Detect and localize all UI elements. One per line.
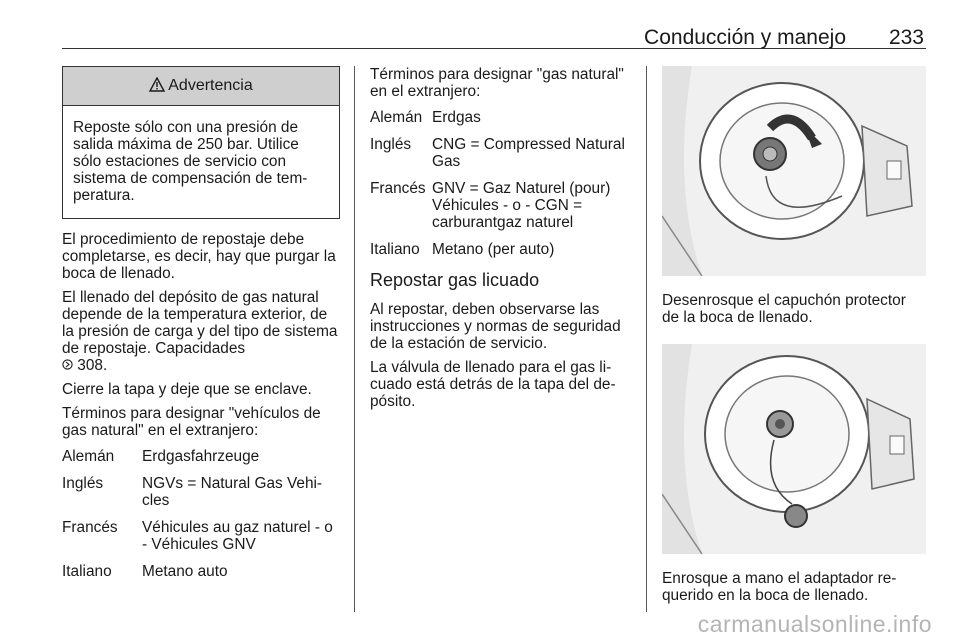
column-divider [354, 66, 355, 612]
paragraph: Al repostar, deben observarse las instrucciones y normas de seguridad de la estación de servicio. [370, 301, 621, 352]
paragraph: El llenado del depósito de gas natural depende de la temperatura exterior, de la presión de carga y del tipo de sistema de repostaje. Capacidades 308. [62, 289, 338, 374]
term-language: Francés [62, 519, 118, 536]
section-title: Conducción y manejo [644, 26, 846, 49]
column-middle [370, 66, 632, 417]
fuel-filler-cap-photo [662, 66, 926, 276]
term-row [62, 475, 340, 509]
warning-box [62, 66, 340, 219]
term-language: Alemán [370, 109, 423, 126]
paragraph: Términos para designar "vehículos de gas natural" en el extranjero: [62, 405, 321, 439]
column-right [662, 66, 926, 604]
terms-list [62, 448, 340, 580]
term-row [370, 241, 632, 258]
watermark: carmanualsonline.info [697, 611, 932, 637]
warning-text: Reposte sólo con una presión de salida máxima de 250 bar. Utilice sólo estaciones de servicio con sistema de compensación de tem-peratura. [73, 119, 308, 204]
term-language: Francés [370, 180, 426, 197]
paragraph: El procedimiento de repostaje debe completarse, es decir, hay que purgar la boca de llenado. [62, 231, 336, 282]
page-reference: 308. [77, 357, 108, 374]
term-row [62, 448, 340, 465]
term-language: Alemán [62, 448, 115, 465]
term-value: Erdgasfahrzeuge [142, 448, 260, 465]
warning-title: Advertencia [168, 77, 253, 94]
term-row [62, 563, 340, 580]
paragraph: La válvula de llenado para el gas li-cuado está detrás de la tapa del de-pósito. [370, 359, 616, 410]
term-language: Inglés [62, 475, 104, 492]
paragraph: Cierre la tapa y deje que se enclave. [62, 381, 312, 398]
column-left [62, 66, 340, 590]
term-row [370, 109, 632, 126]
term-value: Véhicules au gaz naturel - o - Véhicules GNV [142, 519, 333, 553]
term-language: Inglés [370, 136, 412, 153]
term-row [370, 136, 632, 170]
section-heading: Repostar gas licuado [370, 270, 540, 290]
image-caption: Enrosque a mano el adaptador re-querido en la boca de llenado. [662, 570, 897, 604]
filler-adapter-photo [662, 344, 926, 554]
image-caption: Desenrosque el capuchón protector de la boca de llenado. [662, 292, 906, 326]
warning-triangle-icon [149, 77, 165, 96]
term-language: Italiano [370, 241, 420, 258]
term-language: Italiano [62, 563, 112, 580]
paragraph: Términos para designar "gas natural" en el extranjero: [370, 66, 624, 100]
column-divider [646, 66, 647, 612]
term-row [370, 180, 632, 231]
term-value: Metano auto [142, 563, 228, 580]
term-value: Erdgas [432, 109, 481, 126]
term-row [62, 519, 340, 553]
terms-list [370, 109, 632, 258]
term-value: GNV = Gaz Naturel (pour) Véhicules - o - CGN = carburantgaz naturel [432, 180, 611, 231]
page-reference-arrow-icon [62, 357, 77, 374]
page-number: 233 [888, 26, 924, 49]
page-header [62, 0, 926, 49]
warning-header [63, 67, 339, 106]
term-value: Metano (per auto) [432, 241, 555, 258]
term-value: CNG = Compressed Natural Gas [432, 136, 625, 170]
term-value: NGVs = Natural Gas Vehi-cles [142, 475, 323, 509]
